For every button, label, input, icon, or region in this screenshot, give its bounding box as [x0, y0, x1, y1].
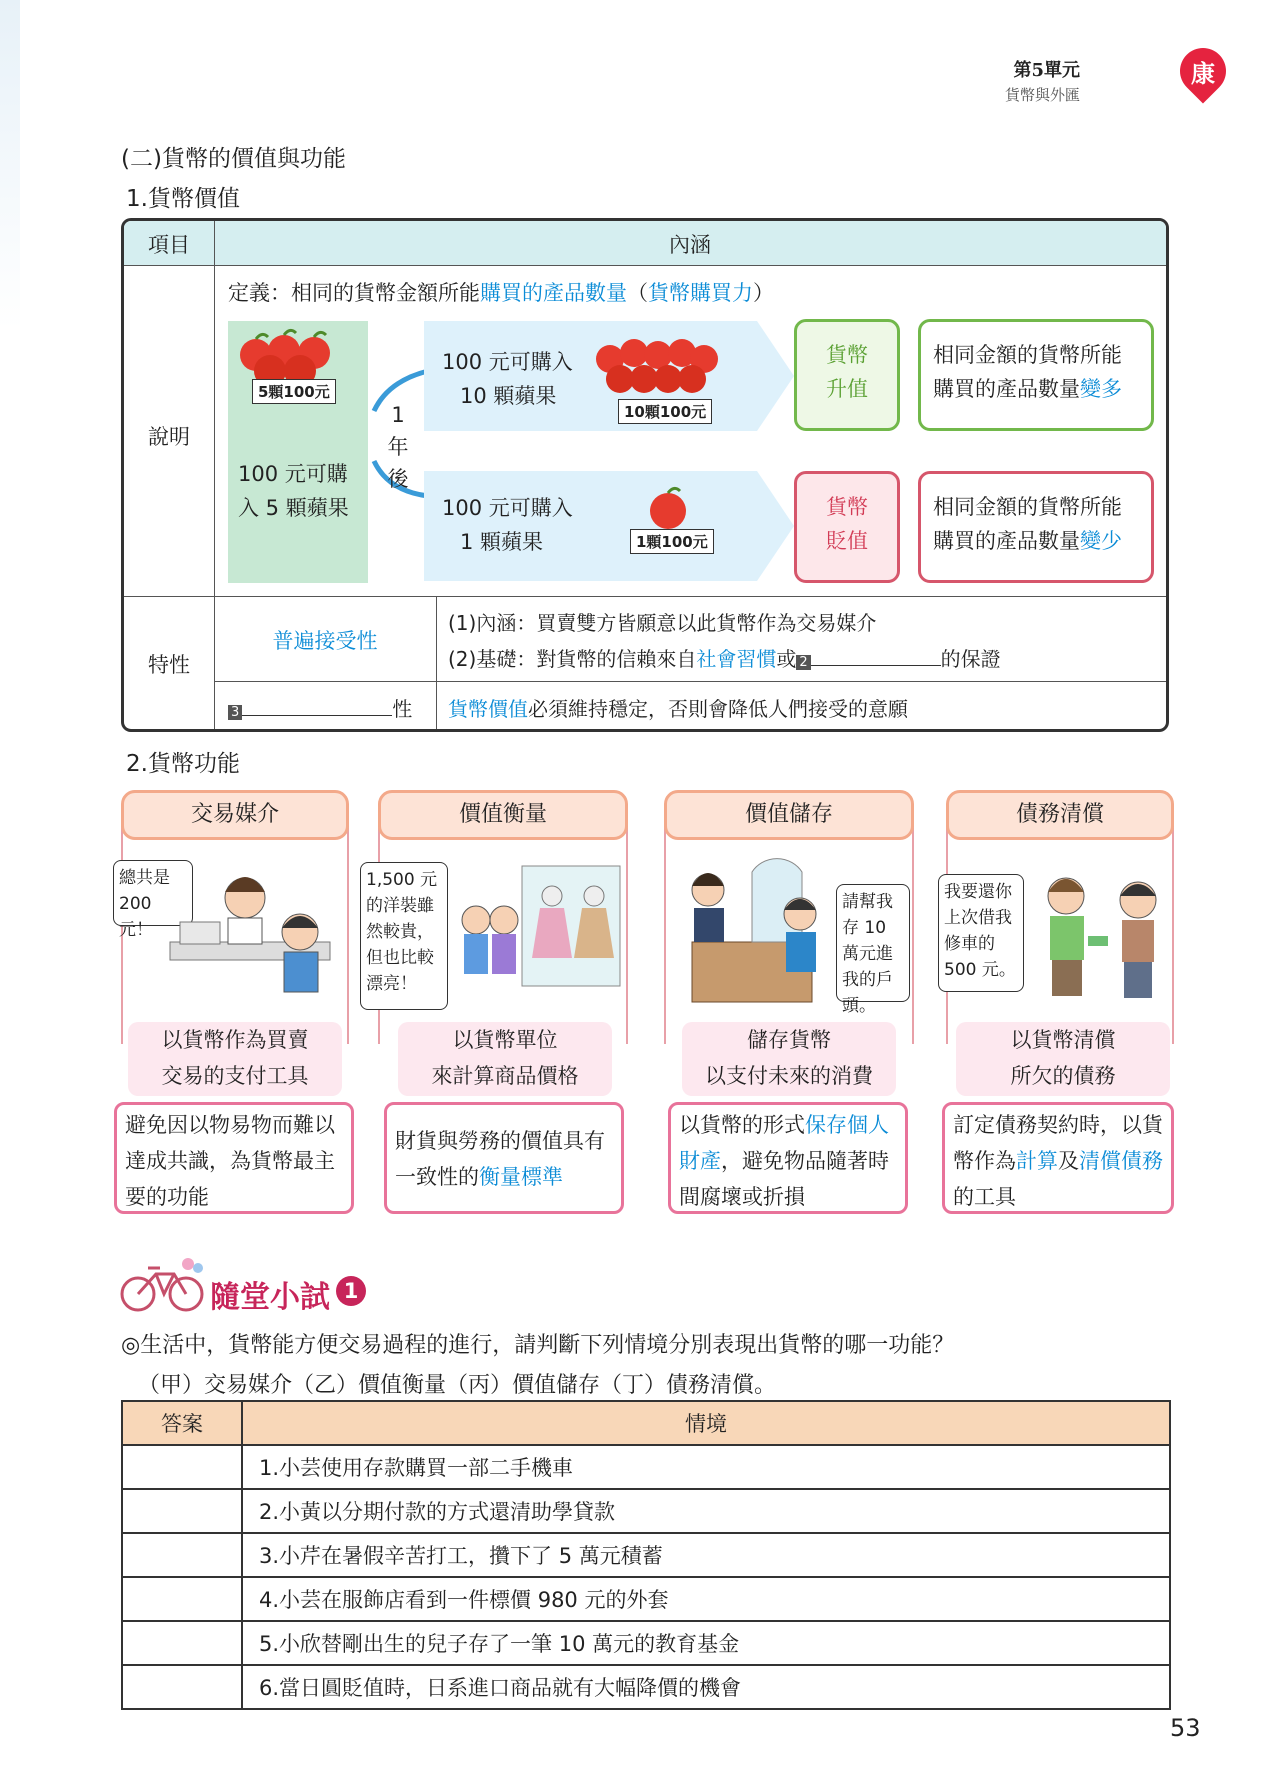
col-situation: 情境: [242, 1401, 1170, 1445]
apples-ten: [594, 325, 724, 401]
situation-text: 4.小芸在服飾店看到一件標價 980 元的外套: [242, 1577, 1170, 1621]
feature-acceptability-detail: (1)內涵：買賣雙方皆願意以此貨幣作為交易媒介 (2)基礎：對貨幣的信賴來自社會習慣或 2 的保證: [448, 611, 1001, 671]
situation-text: 1.小芸使用存款購買一部二手機車: [242, 1445, 1170, 1489]
page-number: 53: [1170, 1714, 1201, 1742]
function-note-4: 訂定債務契約時，以貨幣作為計算及清償債務的工具: [942, 1102, 1174, 1214]
situation-text: 6.當日圓貶值時，日系進口商品就有大幅降價的機會: [242, 1665, 1170, 1709]
row-feature: 特性: [148, 653, 190, 677]
table-row: [122, 1621, 1170, 1665]
depreciation-label: 貨幣 貶值: [794, 471, 900, 583]
bicycle-icon: [118, 1254, 208, 1314]
depreciation-result: 相同金額的貨幣所能 購買的產品數量變少: [918, 471, 1154, 583]
situation-text: 3.小芹在暑假辛苦打工，攢下了 5 萬元積蓄: [242, 1533, 1170, 1577]
function-title-4: 債務清償: [946, 790, 1174, 840]
speech-bubble-3: 請幫我存 10 萬元進我的戶頭。: [836, 884, 910, 1002]
feature-stability-detail: 貨幣價值必須維持穩定，否則會降低人們接受的意願: [448, 697, 908, 721]
answer-input-5[interactable]: [122, 1621, 242, 1665]
speech-bubble-2: 1,500 元的洋裝雖然較貴，但也比較漂亮！: [360, 862, 448, 1010]
situation-text: 5.小欣替剛出生的兒子存了一筆 10 萬元的教育基金: [242, 1621, 1170, 1665]
function-desc-4: 以貨幣清償 所欠的債務: [956, 1022, 1170, 1096]
price-tag-start: 5顆100元: [252, 379, 336, 404]
unit-subtitle: 貨幣與外匯: [1004, 86, 1080, 104]
function-desc-2: 以貨幣單位 來計算商品價格: [398, 1022, 612, 1096]
function-note-2: 財貨與勞務的價值具有一致性的衡量標準: [384, 1102, 624, 1214]
definition: 定義：相同的貨幣金額所能購買的產品數量（貨幣購買力）: [228, 281, 774, 305]
col-answer: 答案: [122, 1401, 242, 1445]
situation-text: 2.小黃以分期付款的方式還清助學貸款: [242, 1489, 1170, 1533]
table-row: [122, 1577, 1170, 1621]
illustration-cashier: [160, 862, 340, 1012]
illustration-repay: [1030, 866, 1170, 1016]
start-text: 100 元可購入 5 顆蘋果: [238, 462, 349, 520]
feature-blank-3: 3 性: [228, 693, 412, 722]
function-title-2: 價值衡量: [378, 790, 628, 840]
money-value-table: [121, 218, 1169, 732]
answer-input-3[interactable]: [122, 1533, 242, 1577]
subsection-title-functions: 2.貨幣功能: [126, 751, 240, 777]
unit-label: 第5單元: [1013, 60, 1080, 81]
function-note-1: 避免因以物易物而難以達成共識，為貨幣最主要的功能: [114, 1102, 354, 1214]
col-item: 項目: [148, 233, 190, 257]
section-title: (二)貨幣的價值與功能: [121, 146, 346, 172]
function-desc-3: 儲存貨幣 以支付未來的消費: [682, 1022, 896, 1096]
year-label: 1 年 後: [387, 403, 409, 491]
quiz-table: [121, 1400, 1171, 1710]
illustration-shop-window: [452, 856, 624, 1006]
page-edge-decoration: [0, 0, 20, 330]
table-row: [122, 1533, 1170, 1577]
function-title-1: 交易媒介: [121, 790, 349, 840]
speech-bubble-4: 我要還你上次借我修車的500 元。: [938, 874, 1024, 992]
apple-one: [638, 483, 698, 533]
price-tag-lower: 1顆100元: [630, 529, 714, 554]
answer-input-6[interactable]: [122, 1665, 242, 1709]
row-explain: 說明: [148, 425, 190, 449]
quiz-title: 隨堂小試: [210, 1280, 330, 1315]
table-row: [122, 1489, 1170, 1533]
table-row: [122, 1665, 1170, 1709]
function-desc-1: 以貨幣作為買賣 交易的支付工具: [128, 1022, 342, 1096]
answer-input-2[interactable]: [122, 1489, 242, 1533]
quiz-question: ◎生活中，貨幣能方便交易過程的進行，請判斷下列情境分別表現出貨幣的哪一功能？: [121, 1333, 955, 1358]
table-row: [122, 1445, 1170, 1489]
lower-text: 100 元可購入 1 顆蘋果: [442, 496, 573, 554]
function-note-3: 以貨幣的形式保存個人財產，避免物品隨著時間腐壞或折損: [668, 1102, 908, 1214]
appreciation-label: 貨幣 升值: [794, 319, 900, 431]
col-content: 內涵: [669, 233, 711, 257]
quiz-number: 1: [336, 1276, 366, 1306]
appreciation-result: 相同金額的貨幣所能 購買的產品數量變多: [918, 319, 1154, 431]
subsection-title-value: 1.貨幣價值: [126, 186, 240, 212]
upper-text: 100 元可購入 10 顆蘋果: [442, 350, 573, 408]
illustration-bank-counter: [672, 852, 832, 1014]
quiz-options: （甲）交易媒介（乙）價值衡量（丙）價值儲存（丁）債務清償。: [138, 1373, 777, 1398]
speech-bubble-1: 總共是200 元！: [113, 860, 193, 926]
function-title-3: 價值儲存: [664, 790, 914, 840]
publisher-badge-text: 康: [1191, 60, 1215, 88]
answer-input-1[interactable]: [122, 1445, 242, 1489]
feature-acceptability: 普遍接受性: [272, 629, 378, 653]
price-tag-upper: 10顆100元: [618, 399, 712, 424]
answer-input-4[interactable]: [122, 1577, 242, 1621]
